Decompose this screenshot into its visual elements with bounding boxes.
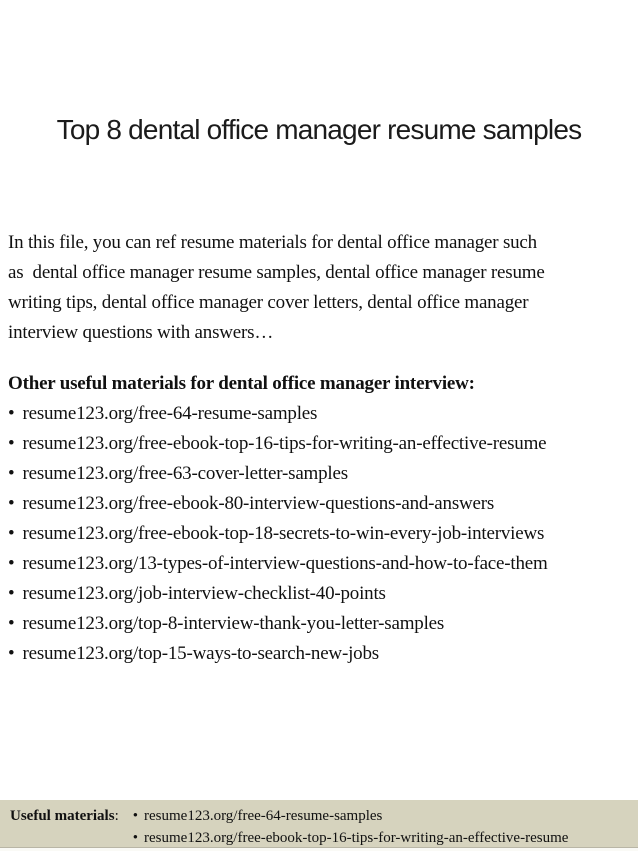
intro-line: interview questions with answers… — [8, 322, 274, 343]
list-item — [8, 459, 634, 489]
bullet-icon: • — [8, 613, 15, 634]
link-text: resume123.org/free-ebook-top-16-tips-for-writing-an-effective-resume — [22, 433, 547, 454]
footer-separator: : — [114, 808, 119, 824]
link-text: resume123.org/top-15-ways-to-search-new-jobs — [22, 643, 379, 664]
link-text: resume123.org/job-interview-checklist-40-points — [22, 583, 386, 604]
link-text: resume123.org/free-ebook-top-18-secrets-to-win-every-job-interviews — [22, 523, 545, 544]
intro-line: writing tips, dental office manager cover letters, dental office manager — [8, 292, 529, 313]
section-heading: Other useful materials for dental office manager interview: — [8, 373, 475, 394]
bullet-icon: • — [132, 830, 138, 846]
list-item — [8, 489, 634, 519]
bullet-icon: • — [8, 463, 15, 484]
list-item — [8, 549, 634, 579]
intro-line: as dental office manager resume samples, dental office manager resume — [8, 262, 545, 283]
footer-label-text: Useful materials — [10, 808, 115, 824]
intro-line: In this file, you can ref resume materials for dental office manager such — [8, 232, 537, 253]
footer-link-text: resume123.org/free-ebook-top-16-tips-for-writing-an-effective-resume — [144, 830, 569, 846]
link-text: resume123.org/13-types-of-interview-questions-and-how-to-face-them — [22, 553, 548, 574]
bullet-icon: • — [8, 523, 15, 544]
footer-item — [119, 805, 638, 827]
link-text: resume123.org/free-ebook-80-interview-questions-and-answers — [22, 493, 495, 514]
footer-grid — [10, 805, 638, 849]
link-text: resume123.org/free-64-resume-samples — [22, 403, 318, 424]
bullet-icon: • — [8, 583, 15, 604]
list-item — [8, 639, 634, 669]
link-text: resume123.org/free-63-cover-letter-samples — [22, 463, 348, 484]
bullet-icon: • — [8, 433, 15, 454]
bullet-icon: • — [8, 403, 15, 424]
bullet-icon: • — [132, 808, 138, 824]
list-item — [8, 579, 634, 609]
bullet-icon: • — [8, 643, 15, 664]
footer-link-text: resume123.org/free-64-resume-samples — [144, 808, 383, 824]
footer-bar — [0, 800, 638, 851]
list-item — [8, 519, 634, 549]
footer-spacer — [10, 827, 119, 849]
list-item — [8, 429, 634, 459]
footer-label — [10, 805, 119, 827]
bullet-icon: • — [8, 553, 15, 574]
list-item — [8, 399, 634, 429]
intro-paragraph — [8, 228, 634, 348]
bullet-icon: • — [8, 493, 15, 514]
footer-item — [119, 827, 638, 849]
links-list — [8, 399, 634, 669]
link-text: resume123.org/top-8-interview-thank-you-letter-samples — [22, 613, 445, 634]
list-item — [8, 609, 634, 639]
content-area — [8, 228, 634, 669]
page-title: Top 8 dental office manager resume samples — [56, 114, 582, 145]
